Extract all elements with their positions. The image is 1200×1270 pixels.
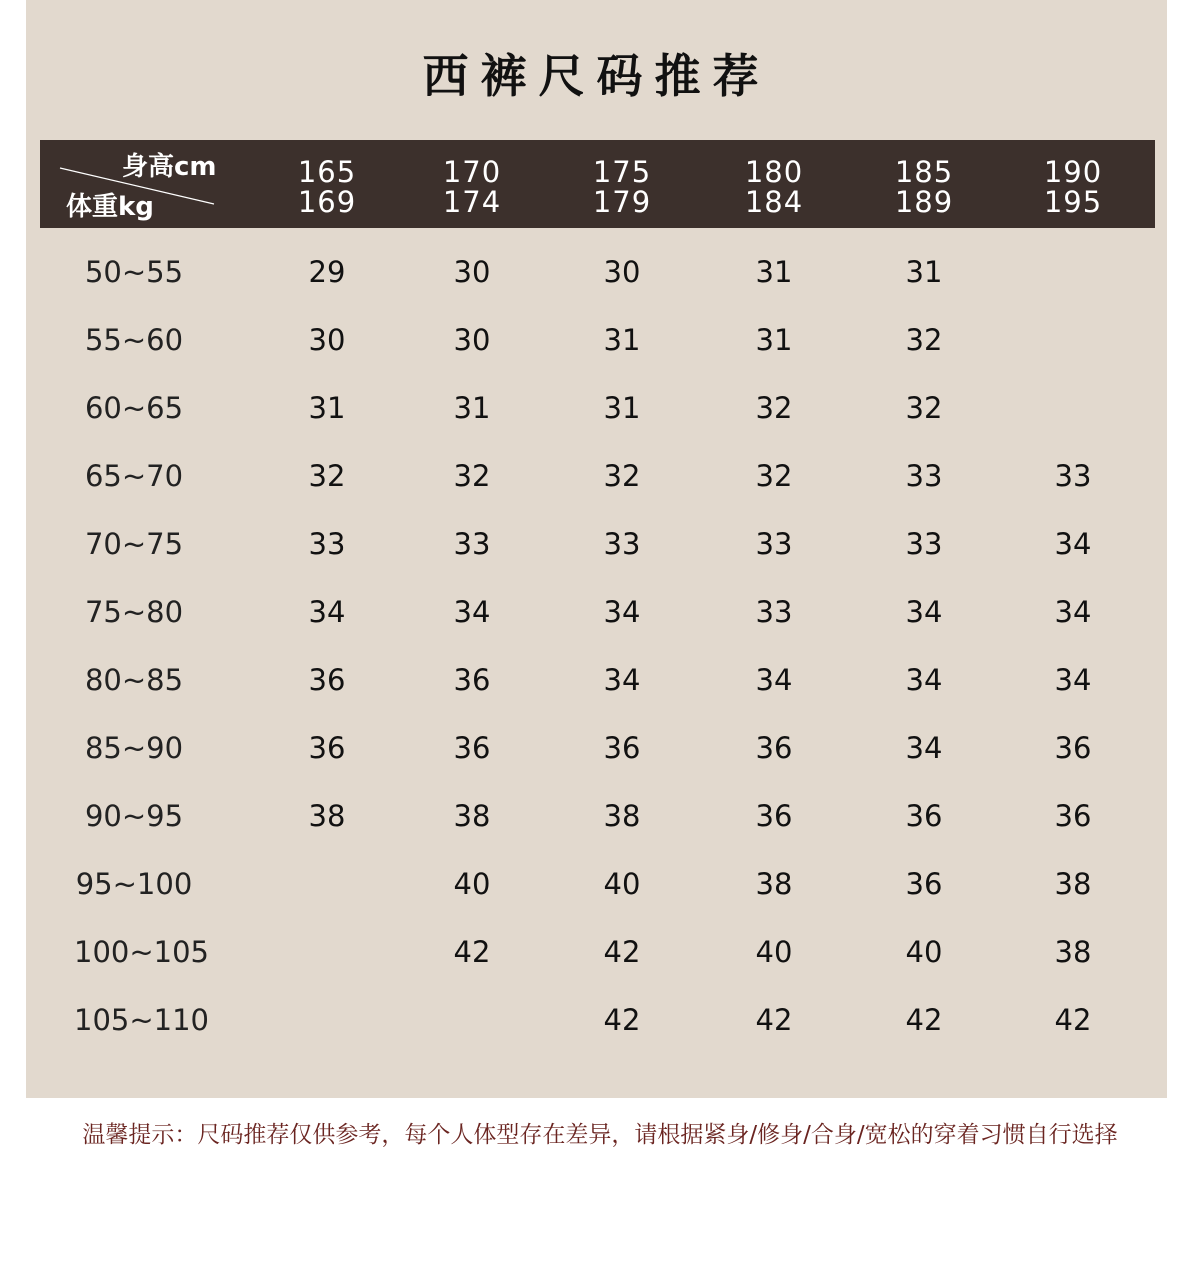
size-cell: 42 [603, 1003, 641, 1037]
weight-range-cell: 105~110 [74, 1003, 210, 1037]
size-cell: 34 [905, 731, 943, 765]
size-cell: 34 [755, 663, 793, 697]
size-cell: 30 [603, 255, 641, 289]
height-range-header [714, 157, 834, 217]
table-row [26, 510, 1167, 578]
weight-range-cell: 65~70 [84, 459, 184, 493]
size-cell: 40 [755, 935, 793, 969]
size-cell: 31 [755, 323, 793, 357]
size-cell: 36 [453, 663, 491, 697]
size-cell: 32 [603, 459, 641, 493]
size-chart-panel [26, 0, 1167, 1098]
weight-range-cell: 90~95 [84, 799, 184, 833]
size-cell: 34 [905, 595, 943, 629]
size-cell: 34 [1054, 663, 1092, 697]
weight-range-cell: 100~105 [74, 935, 210, 969]
table-row [26, 306, 1167, 374]
size-cell: 36 [755, 731, 793, 765]
weight-range-cell: 80~85 [84, 663, 184, 697]
weight-range-cell: 95~100 [75, 867, 193, 901]
height-range-start: 180 [744, 155, 804, 189]
height-range-header [1013, 157, 1133, 217]
size-cell: 30 [453, 323, 491, 357]
height-range-header [562, 157, 682, 217]
height-range-end: 184 [744, 185, 804, 219]
weight-range-cell: 60~65 [84, 391, 184, 425]
chart-title: 西裤尺码推荐 [422, 49, 771, 103]
size-cell: 36 [453, 731, 491, 765]
size-cell: 34 [1054, 527, 1092, 561]
height-range-end: 195 [1043, 185, 1103, 219]
weight-axis-label: 体重kg [66, 192, 154, 222]
size-cell: 31 [905, 255, 943, 289]
height-range-start: 185 [894, 155, 954, 189]
weight-range-cell: 70~75 [84, 527, 184, 561]
table-row [26, 850, 1167, 918]
size-cell: 31 [308, 391, 346, 425]
height-range-end: 174 [442, 185, 502, 219]
size-cell: 42 [453, 935, 491, 969]
size-cell: 36 [308, 663, 346, 697]
size-cell: 33 [905, 459, 943, 493]
height-range-start: 170 [442, 155, 502, 189]
size-cell: 34 [603, 595, 641, 629]
table-row [26, 782, 1167, 850]
size-cell: 36 [603, 731, 641, 765]
height-range-end: 169 [297, 185, 357, 219]
size-cell: 31 [603, 323, 641, 357]
size-cell: 30 [308, 323, 346, 357]
size-cell: 38 [453, 799, 491, 833]
table-row [26, 986, 1167, 1054]
height-range-header [267, 157, 387, 217]
size-cell: 42 [755, 1003, 793, 1037]
size-cell: 32 [755, 391, 793, 425]
size-cell: 31 [603, 391, 641, 425]
size-cell: 31 [453, 391, 491, 425]
size-cell: 34 [308, 595, 346, 629]
size-cell: 36 [905, 867, 943, 901]
size-cell: 33 [603, 527, 641, 561]
size-cell: 32 [453, 459, 491, 493]
size-cell: 33 [755, 595, 793, 629]
table-row [26, 374, 1167, 442]
size-cell: 32 [905, 323, 943, 357]
height-range-end: 179 [592, 185, 652, 219]
height-range-start: 175 [592, 155, 652, 189]
size-cell: 33 [905, 527, 943, 561]
size-cell: 42 [905, 1003, 943, 1037]
size-cell: 31 [755, 255, 793, 289]
size-cell: 29 [308, 255, 346, 289]
size-cell: 36 [1054, 731, 1092, 765]
size-cell: 36 [1054, 799, 1092, 833]
height-range-header [412, 157, 532, 217]
size-cell: 38 [1054, 867, 1092, 901]
table-row [26, 238, 1167, 306]
size-cell: 40 [905, 935, 943, 969]
weight-range-cell: 85~90 [84, 731, 184, 765]
size-cell: 38 [308, 799, 346, 833]
table-row [26, 442, 1167, 510]
table-row [26, 918, 1167, 986]
size-cell: 34 [1054, 595, 1092, 629]
height-range-end: 189 [894, 185, 954, 219]
table-row [26, 646, 1167, 714]
size-cell: 38 [603, 799, 641, 833]
table-row [26, 578, 1167, 646]
height-range-start: 190 [1043, 155, 1103, 189]
size-cell: 34 [603, 663, 641, 697]
height-axis-label: 身高cm [122, 152, 217, 182]
size-cell: 42 [603, 935, 641, 969]
size-cell: 33 [308, 527, 346, 561]
size-cell: 38 [755, 867, 793, 901]
size-cell: 30 [453, 255, 491, 289]
size-cell: 32 [755, 459, 793, 493]
height-range-start: 165 [297, 155, 357, 189]
weight-range-cell: 55~60 [84, 323, 184, 357]
size-cell: 33 [1054, 459, 1092, 493]
size-cell: 32 [308, 459, 346, 493]
table-header [40, 140, 1155, 228]
weight-range-cell: 50~55 [84, 255, 184, 289]
size-cell: 32 [905, 391, 943, 425]
table-row [26, 714, 1167, 782]
weight-range-cell: 75~80 [84, 595, 184, 629]
size-cell: 40 [603, 867, 641, 901]
size-cell: 42 [1054, 1003, 1092, 1037]
size-cell: 40 [453, 867, 491, 901]
tip-note: 温馨提示：尺码推荐仅供参考，每个人体型存在差异，请根据紧身/修身/合身/宽松的穿着习惯自行选择 [82, 1122, 1118, 1148]
size-cell: 36 [905, 799, 943, 833]
size-cell: 38 [1054, 935, 1092, 969]
size-cell: 34 [905, 663, 943, 697]
size-cell: 36 [755, 799, 793, 833]
size-cell: 36 [308, 731, 346, 765]
size-cell: 33 [453, 527, 491, 561]
size-cell: 33 [755, 527, 793, 561]
height-range-header [864, 157, 984, 217]
size-cell: 34 [453, 595, 491, 629]
